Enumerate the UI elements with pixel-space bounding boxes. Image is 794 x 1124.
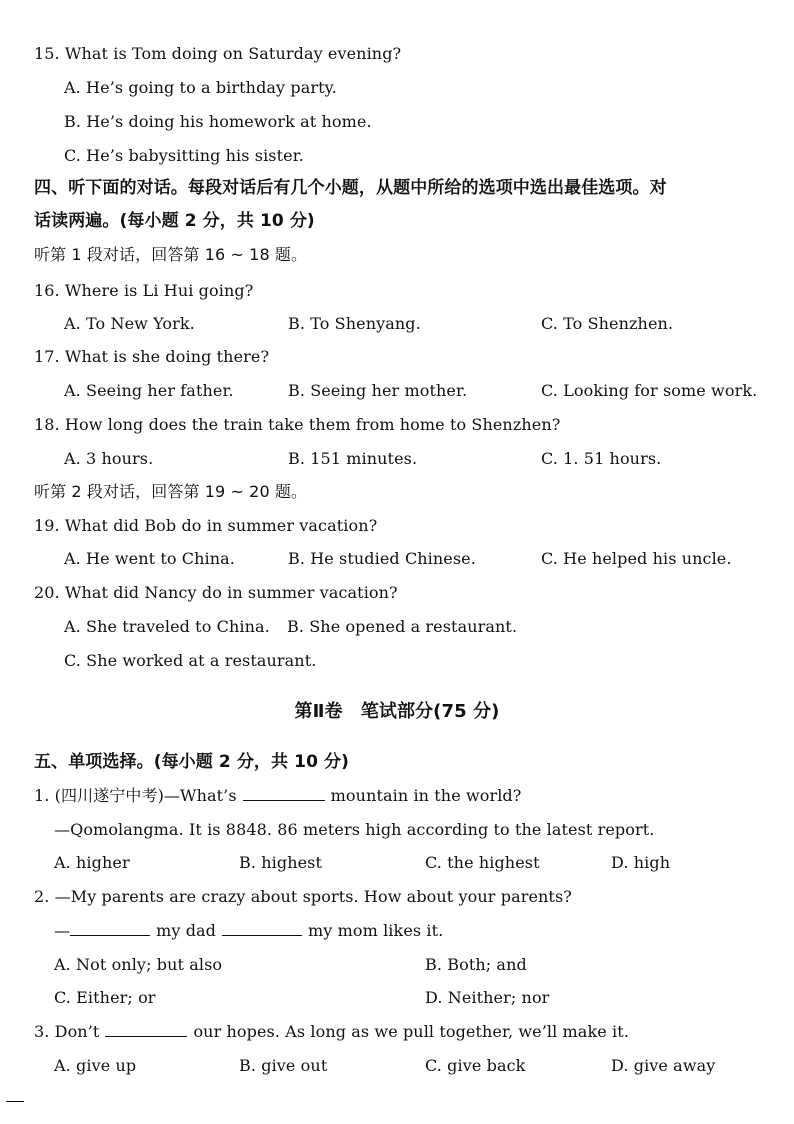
answer-blank <box>222 921 302 936</box>
answer-blank <box>70 921 150 936</box>
q3-option-c: C. give back <box>425 1056 526 1075</box>
page-corner-mark <box>6 1101 24 1102</box>
q16-option-c: C. To Shenzhen. <box>541 314 674 333</box>
question-3-prefix: 3. Don’t <box>34 1022 100 1041</box>
question-19: 19. What did Bob do in summer vacation? <box>34 516 378 535</box>
q16-option-b: B. To Shenyang. <box>288 314 421 333</box>
question-15: 15. What is Tom doing on Saturday evening? <box>34 44 402 63</box>
q1-option-d: D. high <box>611 853 671 872</box>
question-20: 20. What did Nancy do in summer vacation? <box>34 583 398 602</box>
q2-option-c: C. Either; or <box>54 988 156 1007</box>
question-16: 16. Where is Li Hui going? <box>34 281 254 300</box>
question-17: 17. What is she doing there? <box>34 347 270 366</box>
section-5-title: 五、单项选择。(每小题 2 分，共 10 分) <box>34 752 349 772</box>
q18-option-c: C. 1. 51 hours. <box>541 449 662 468</box>
q15-option-b: B. He’s doing his homework at home. <box>64 112 372 131</box>
question-1-prefix: 1. (四川遂宁中考)—What’s <box>34 786 237 805</box>
question-2: 2. —My parents are crazy about sports. How about your parents? <box>34 887 572 906</box>
q1-option-b: B. highest <box>239 853 323 872</box>
question-1-answer-line: —Qomolangma. It is 8848. 86 meters high according to the latest report. <box>54 820 655 839</box>
q2-option-d: D. Neither; nor <box>425 988 550 1007</box>
q15-option-a: A. He’s going to a birthday party. <box>64 78 337 97</box>
q15-option-c: C. He’s babysitting his sister. <box>64 146 304 165</box>
q18-option-a: A. 3 hours. <box>64 449 154 468</box>
answer-blank <box>105 1022 187 1037</box>
q19-option-a: A. He went to China. <box>64 549 235 568</box>
q1-option-c: C. the highest <box>425 853 540 872</box>
part-2-title: 第Ⅱ卷 笔试部分(75 分) <box>294 701 500 722</box>
q20-option-a: A. She traveled to China. <box>64 617 270 636</box>
q18-option-b: B. 151 minutes. <box>288 449 418 468</box>
q17-option-b: B. Seeing her mother. <box>288 381 468 400</box>
q2-option-a: A. Not only; but also <box>54 955 223 974</box>
question-3-suffix: our hopes. As long as we pull together, we’ll make it. <box>193 1022 629 1041</box>
q17-option-c: C. Looking for some work. <box>541 381 758 400</box>
q20-option-b: B. She opened a restaurant. <box>287 617 518 636</box>
answer-blank <box>243 786 325 801</box>
q2-option-b: B. Both; and <box>425 955 527 974</box>
question-3 <box>34 1022 629 1042</box>
q20-option-c: C. She worked at a restaurant. <box>64 651 317 670</box>
dialog-2-intro: 听第 2 段对话，回答第 19 ~ 20 题。 <box>34 482 308 501</box>
q3-option-d: D. give away <box>611 1056 716 1075</box>
q19-option-b: B. He studied Chinese. <box>288 549 476 568</box>
q3-option-a: A. give up <box>54 1056 137 1075</box>
section-4-title-line1: 四、听下面的对话。每段对话后有几个小题，从题中所给的选项中选出最佳选项。对 <box>34 178 667 198</box>
dash: — <box>54 921 71 940</box>
question-1 <box>34 786 521 806</box>
question-2-answer-line <box>54 921 443 941</box>
section-4-title-line2: 话读两遍。(每小题 2 分，共 10 分) <box>34 211 315 231</box>
q2-end-text: my mom likes it. <box>308 921 444 940</box>
question-18: 18. How long does the train take them from home to Shenzhen? <box>34 415 561 434</box>
q2-mid-text: my dad <box>156 921 217 940</box>
q17-option-a: A. Seeing her father. <box>64 381 234 400</box>
q1-option-a: A. higher <box>54 853 130 872</box>
dialog-1-intro: 听第 1 段对话，回答第 16 ~ 18 题。 <box>34 245 308 264</box>
q19-option-c: C. He helped his uncle. <box>541 549 732 568</box>
q3-option-b: B. give out <box>239 1056 328 1075</box>
q16-option-a: A. To New York. <box>64 314 195 333</box>
question-1-suffix: mountain in the world? <box>330 786 522 805</box>
